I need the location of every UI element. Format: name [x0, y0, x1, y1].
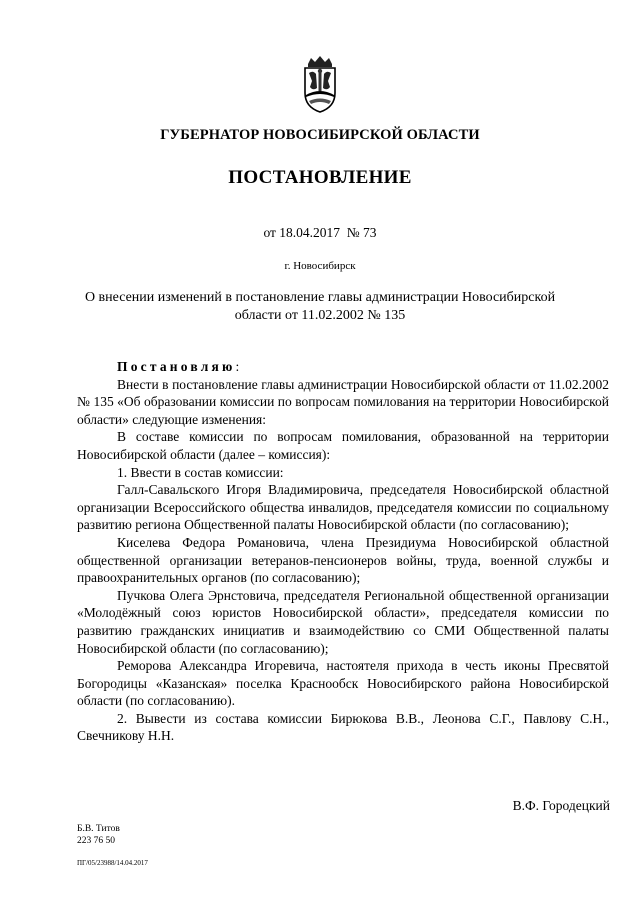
body-paragraph: 2. Вывести из состава комиссии Бирюкова В.В., Леонова С.Г., Павлову С.Н., Свечникову Н.Н.: [77, 710, 609, 744]
decree-heading: [77, 358, 609, 376]
subject-line-2: области от 11.02.2002 № 135: [234, 308, 406, 323]
executor-block: [77, 823, 120, 847]
subject-line-1: О внесении изменений в постановление главы администрации Новосибирской: [84, 290, 556, 305]
executor-name: Б.В. Титов: [77, 824, 120, 834]
body-paragraph: Галл-Савальского Игоря Владимировича, председателя Новосибирской областной организации Всероссийского общества инвалидов, председателя комиссии по социальному развитию региона Общественной палаты Новосибирской области (по согласованию);: [77, 482, 609, 533]
issuer-heading: ГУБЕРНАТОР НОВОСИБИРСКОЙ ОБЛАСТИ: [160, 127, 480, 143]
body-paragraph: Пучкова Олега Эрнстовича, председателя Региональной общественной организации «Молодёжный союз юристов Новосибирской области», председателя комиссии по развитию гражданских инициатив и взаимодействию со СМИ Общественной палаты Новосибирской области (по согласованию);: [77, 587, 609, 656]
document-subject: [0, 289, 640, 325]
document-type-title: ПОСТАНОВЛЕНИЕ: [228, 167, 412, 188]
body-paragraph: В составе комиссии по вопросам помилования, образованной на территории Новосибирской области (далее – комиссия):: [77, 429, 609, 462]
body-paragraph: Внести в постановление главы администрации Новосибирской области от 11.02.2002 № 135 «Об образовании комиссии по вопросам помилования на территории Новосибирской области» следующие изменения:: [77, 376, 609, 427]
body-paragraph: Реморова Александра Игоревича, настоятеля прихода в честь иконы Пресвятой Богородицы «Казанская» поселка Краснообск Новосибирского района Новосибирской области (по согласованию).: [77, 658, 609, 709]
document-date-number: от 18.04.2017 № 73: [263, 225, 377, 240]
document-code: ПГ/05/23988/14.04.2017: [77, 859, 148, 867]
decree-colon: :: [235, 359, 240, 374]
document-body: [77, 358, 609, 745]
executor-phone: 223 76 50: [77, 836, 115, 846]
decree-word: Постановляю: [117, 359, 236, 374]
body-paragraph: Киселева Федора Романовича, члена Президиума Новосибирской областной общественной организации ветеранов-пенсионеров войны, труда, военной службы и правоохранительных органов (по согласованию);: [77, 534, 609, 586]
body-paragraph: 1. Ввести в состав комиссии:: [117, 464, 284, 480]
signatory-name: В.Ф. Городецкий: [512, 798, 610, 813]
document-city: г. Новосибирск: [284, 260, 356, 272]
novosibirsk-coat-of-arms-icon: [301, 55, 339, 113]
